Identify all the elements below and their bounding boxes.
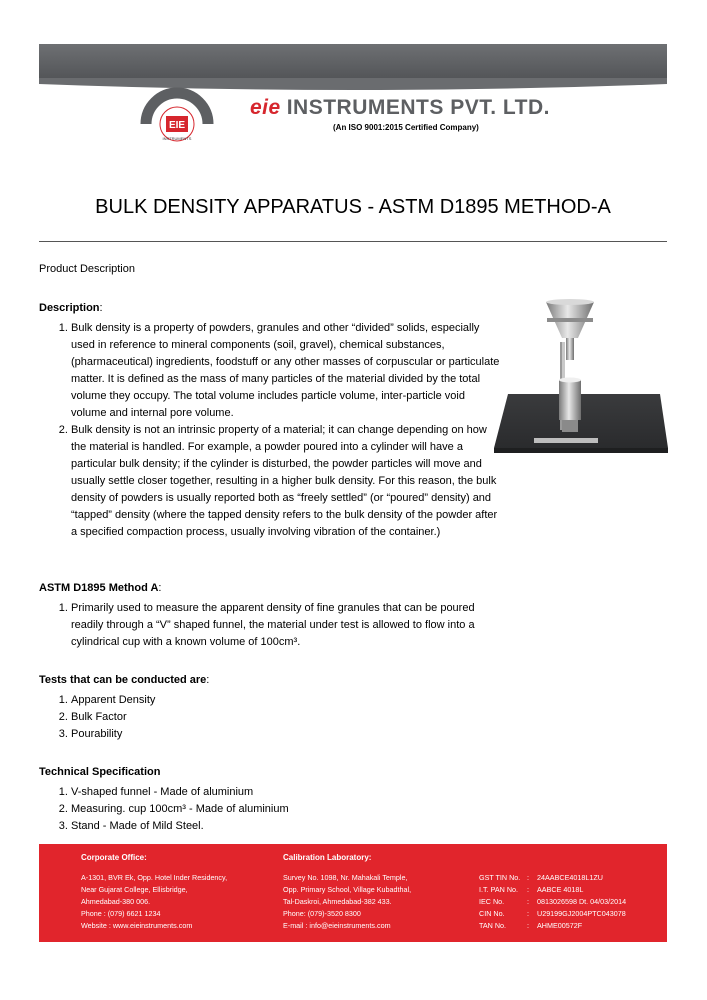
astm-list (39, 600, 501, 651)
corporate-line: Near Gujarat College, Ellisbridge, (81, 885, 188, 894)
page-title: BULK DENSITY APPARATUS - ASTM D1895 METHOD-A (95, 196, 611, 218)
astm-section (39, 582, 501, 651)
header-curve (39, 78, 667, 92)
brand-eie: eie (250, 96, 281, 119)
svg-text:EIE: EIE (168, 120, 186, 131)
list-item: 1. V-shaped funnel - Made of aluminium (71, 784, 289, 801)
tests-heading: Tests that can be conducted are: (39, 674, 210, 686)
list-item: 2. Measuring. cup 100cm³ - Made of aluminium (71, 801, 289, 818)
list-item: 3. Stand - Made of Mild Steel. (71, 818, 289, 835)
lab-email[interactable]: E-mail : info@eieinstruments.com (283, 921, 391, 930)
footer (39, 844, 667, 942)
astm-heading: ASTM D1895 Method A: (39, 582, 162, 594)
lab-line: Tal-Daskroi, Ahmedabad-382 433. (283, 897, 392, 906)
tech-spec-list (39, 784, 289, 835)
tests-list (39, 692, 209, 743)
company-seal-logo (140, 86, 214, 142)
corporate-website[interactable]: Website : www.eieinstruments.com (81, 921, 193, 930)
lab-line: Opp. Primary School, Village Kubadthal, (283, 885, 412, 894)
description-section (39, 302, 501, 541)
company-name (250, 96, 550, 120)
description-heading: Description: (39, 302, 103, 314)
registration-row: I.T. PAN No. : AABCE 4018L (479, 885, 584, 894)
iso-certification: (An ISO 9001:2015 Certified Company) (333, 123, 479, 132)
list-item: 1. Apparent Density (71, 692, 209, 709)
footer-registrations (479, 872, 626, 932)
list-item: 2. Bulk Factor (71, 709, 209, 726)
corporate-line: A-1301, BVR Ek, Opp. Hotel Inder Residency, (81, 873, 228, 882)
lab-phone: Phone: (079)-3520 8300 (283, 909, 361, 918)
description-list (39, 320, 501, 541)
lab-line: Survey No. 1098, Nr. Mahakali Temple, (283, 873, 408, 882)
corporate-line: Ahmedabad-380 006. (81, 897, 151, 906)
registration-row: IEC No. : 0813026598 Dt. 04/03/2014 (479, 897, 627, 906)
registration-row: CIN No. : U29199GJ2004PTC043078 (479, 909, 626, 918)
tech-spec-heading: Technical Specification (39, 766, 161, 778)
lab-heading: Calibration Laboratory: (283, 853, 372, 862)
list-item: 1. Bulk density is a property of powders, granules and other “divided” solids, especially used in reference to mineral components (soil, gravel), chemical substances, (pharmaceutical) ingredients, foodstuff or any other masses of corpuscular or particulate matter. It is defined as the mass of many particles of the material divided by the total volume they occupy. The total volume includes particle volume, inter-particle void volume and internal pore volume. (71, 320, 501, 422)
product-photo (490, 298, 668, 463)
registration-row: GST TIN No. : 24AABCE4018L1ZU (479, 873, 603, 882)
brand-name: INSTRUMENTS PVT. LTD. (286, 96, 550, 119)
footer-corporate (81, 852, 227, 932)
list-item: 2. Bulk density is not an intrinsic property of a material; it can change depending on how the material is handled. For example, a powder poured into a cylinder will have a particular bulk density; if the cylinder is disturbed, the powder particles will move and usually settle closer together, resulting in a higher bulk density. For this reason, the bulk density of powders is usually reported both as “freely settled” (or “poured” density) and “tapped” density (where the tapped density refers to the bulk density of the powder after a specified compaction process, usually involving vibration of the container.) (71, 422, 501, 541)
corporate-heading: Corporate Office: (81, 853, 147, 862)
tech-spec-section (39, 766, 289, 835)
product-description-label: Product Description (39, 263, 135, 275)
title-divider (39, 241, 667, 242)
footer-lab (283, 852, 411, 932)
list-item: 3. Pourability (71, 726, 209, 743)
registration-row: TAN No. : AHME00572F (479, 921, 583, 930)
tests-section (39, 674, 209, 743)
list-item: 1. Primarily used to measure the apparent density of fine granules that can be poured readily through a “V” shaped funnel, the material under test is allowed to flow into a cylindrical cup with a known volume of 100cm³. (71, 600, 501, 651)
corporate-phone: Phone : (079) 6621 1234 (81, 909, 161, 918)
svg-text:INSTRUMENTS: INSTRUMENTS (162, 136, 192, 141)
